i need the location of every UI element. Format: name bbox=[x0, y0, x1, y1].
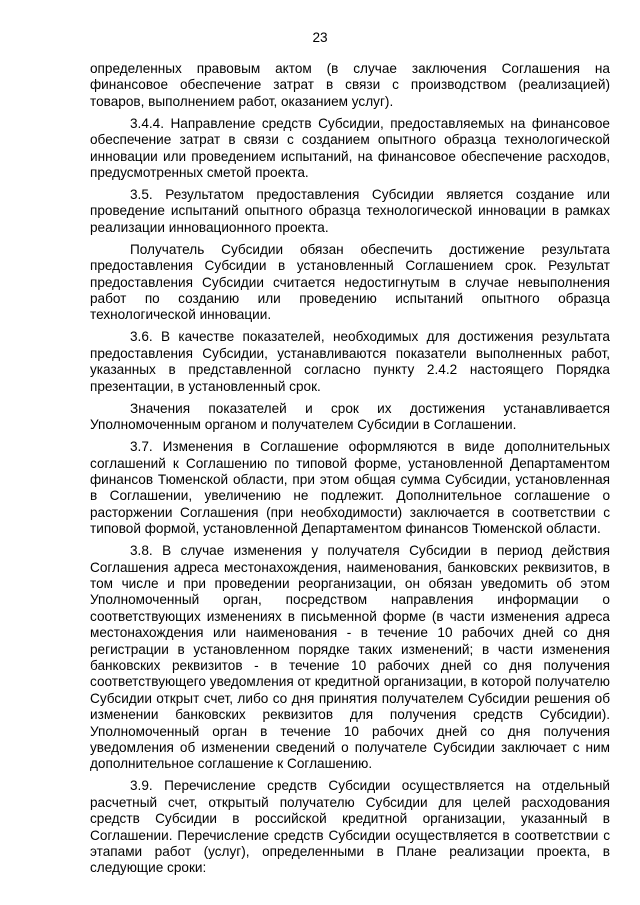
paragraph-3-5: 3.5. Результатом предоставления Субсидии является создание или проведение испытаний опытного образца технологической инновации в рамках реализации инновационного проекта. bbox=[90, 187, 610, 235]
paragraph-3-7: 3.7. Изменения в Соглашение оформляются в виде дополнительных соглашений к Соглашению по типовой форме, установленной Департаментом финансов Тюменской области, при этом общая сумма Субсидии, установленная в Соглашении, увеличению не подлежит. Дополнительное соглашение о расторжении Соглашения (при необходимости) заключается в соответствии с типовой формой, установленной Департаментом финансов Тюменской области. bbox=[90, 439, 610, 537]
paragraph-3-8: 3.8. В случае изменения у получателя Субсидии в период действия Соглашения адреса местонахождения, наименования, банковских реквизитов, в том числе и при проведении реорганизации, он обязан уведомить об этом Уполномоченный орган, посредством направления информации о соответствующих изменениях в письменной форме (в части изменения адреса местонахождения или наименования - в течение 10 рабочих дней со дня регистрации в установленном порядке таких изменений; в части изменения банковских реквизитов - в течение 10 рабочих дней со дня получения соответствующего уведомления от кредитной организации, в которой получателю Субсидии открыт счет, либо со дня принятия получателем Субсидии решения об изменении банковских реквизитов для получения средств Субсидии). Уполномоченный орган в течение 10 рабочих дней со дня получения уведомления об изменении сведений о получателе Субсидии заключает с ним дополнительное соглашение к Соглашению. bbox=[90, 543, 610, 772]
page-number: 23 bbox=[312, 30, 328, 45]
paragraph-3-6: 3.6. В качестве показателей, необходимых для достижения результата предоставления Субсидии, устанавливаются показатели выполненных работ, указанных в представленной согласно пункту 2.4.2 настоящего Порядка презентации, в установленный срок. bbox=[90, 329, 610, 394]
paragraph-3-9: 3.9. Перечисление средств Субсидии осуществляется на отдельный расчетный счет, открытый получателю Субсидии для целей расходования средств Субсидии в российской кредитной организации, указанный в Соглашении. Перечисление средств Субсидии осуществляется в соответствии с этапами работ (услуг), определенными в Плане реализации проекта, в следующие сроки: bbox=[90, 778, 610, 876]
paragraph-continuation: определенных правовым актом (в случае заключения Соглашения на финансовое обеспечение затрат в связи с производством (реализацией) товаров, выполнением работ, оказанием услуг). bbox=[90, 61, 610, 109]
paragraph-3-6-values: Значения показателей и срок их достижения устанавливается Уполномоченным органом и получателем Субсидии в Соглашении. bbox=[90, 400, 610, 433]
paragraph-3-5-obligation: Получатель Субсидии обязан обеспечить достижение результата предоставления Субсидии в установленный Соглашением срок. Результат предоставления Субсидии считается недостигнутым в случае невыполнения работ по созданию или проведению испытаний опытного образца технологической инновации. bbox=[90, 241, 610, 323]
paragraph-3-4-4: 3.4.4. Направление средств Субсидии, предоставляемых на финансовое обеспечение затрат в связи с созданием опытного образца технологической инновации или проведением испытаний, на финансовое обеспечение расходов, предусмотренных сметой проекта. bbox=[90, 115, 610, 181]
document-body bbox=[90, 61, 610, 882]
